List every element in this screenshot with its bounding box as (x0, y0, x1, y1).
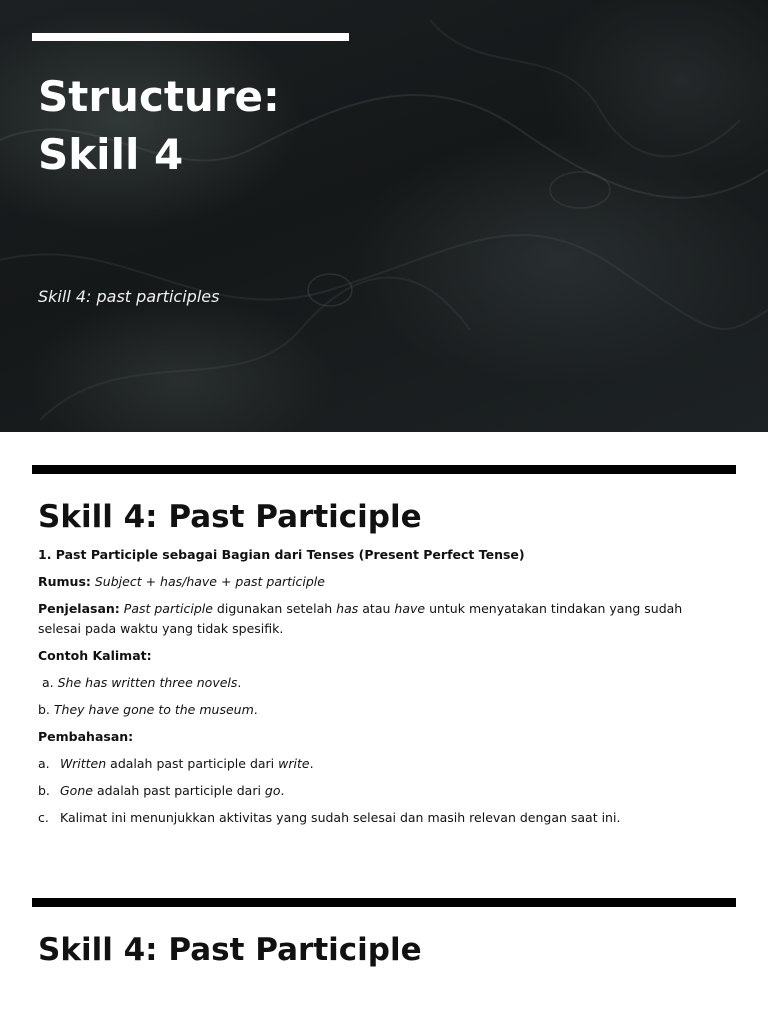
example-a-text: She has written three novels (57, 675, 238, 690)
pembahasan-a-end: . (309, 756, 314, 771)
penjelasan-has: has (336, 601, 359, 616)
pembahasan-a-word: Written (60, 756, 107, 771)
example-b-end: . (253, 702, 258, 717)
pembahasan-a-base: write (278, 756, 310, 771)
ink-texture-background (0, 0, 768, 432)
contoh-label: Contoh Kalimat: (38, 648, 152, 663)
rumus-line (38, 572, 728, 592)
example-a-marker: a. (42, 675, 54, 690)
pembahasan-a-body (60, 754, 314, 774)
pembahasan-item-c (38, 808, 728, 828)
pembahasan-b-word: Gone (60, 783, 93, 798)
hero-title-line1: Structure: (38, 72, 280, 121)
section-1-title: Skill 4: Past Participle (38, 499, 422, 535)
hero-slide (0, 0, 768, 432)
section-1-heading: 1. Past Participle sebagai Bagian dari Tenses (Present Perfect Tense) (38, 547, 525, 562)
penjelasan-paragraph (38, 599, 728, 639)
pembahasan-a-marker: a. (38, 756, 50, 771)
example-b-text: They have gone to the museum (53, 702, 254, 717)
section-divider-1 (32, 465, 736, 474)
hero-accent-bar (32, 33, 349, 41)
penjelasan-have: have (394, 601, 426, 616)
pembahasan-b-marker: b. (38, 783, 50, 798)
pembahasan-b-text: adalah past participle dari (96, 783, 261, 798)
pembahasan-label: Pembahasan: (38, 729, 134, 744)
hero-subtitle: Skill 4: past participles (38, 287, 220, 306)
penjelasan-text2: untuk menyatakan tindakan yang sudah selesai pada waktu yang tidak spesifik. (38, 601, 683, 636)
hero-title (38, 68, 280, 184)
pembahasan-c-marker: c. (38, 810, 49, 825)
pembahasan-c-text: Kalimat ini menunjukkan aktivitas yang sudah selesai dan masih relevan dengan saat ini. (60, 810, 621, 825)
section-1-content (38, 545, 728, 835)
example-b (38, 700, 728, 720)
pembahasan-a-text: adalah past participle dari (110, 756, 275, 771)
pembahasan-b-base: go (264, 783, 281, 798)
rumus-label: Rumus: (38, 574, 91, 589)
pembahasan-item-a (38, 754, 728, 774)
rumus-value: Subject + has/have + past participle (94, 574, 325, 589)
pembahasan-b-end: . (280, 783, 285, 798)
section-2-title: Skill 4: Past Participle (38, 932, 422, 968)
penjelasan-term: Past participle (123, 601, 213, 616)
penjelasan-text1: digunakan setelah (216, 601, 333, 616)
pembahasan-item-b (38, 781, 728, 801)
penjelasan-atau: atau (362, 601, 391, 616)
section-divider-2 (32, 898, 736, 907)
pembahasan-b-body (60, 781, 285, 801)
hero-title-line2: Skill 4 (38, 130, 184, 179)
example-a-end: . (237, 675, 242, 690)
penjelasan-label: Penjelasan: (38, 601, 120, 616)
example-a (38, 673, 728, 693)
example-b-marker: b. (38, 702, 50, 717)
